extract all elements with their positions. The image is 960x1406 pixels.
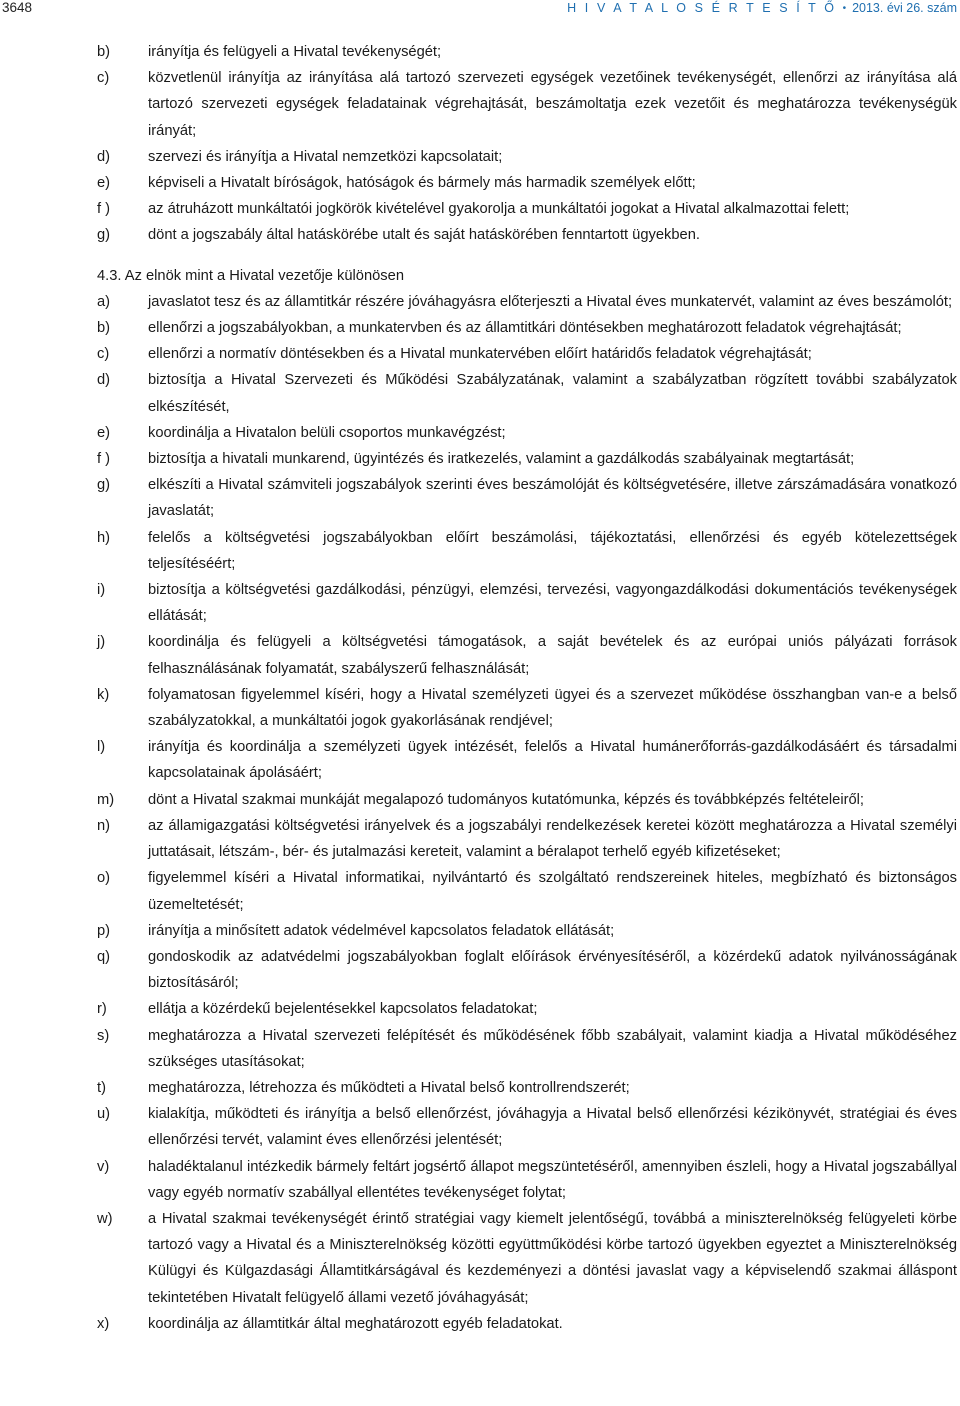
list-item-marker: t) [97, 1079, 106, 1096]
list-item-text: az államigazgatási költségvetési irányelvek és a jogszabályi rendelkezések keretei között meghatározza a Hivatal személyi juttatásait, létszám-, bér- és jutalmazási kereteit, valamint a béralapot terhelő egyéb kifizetéseket; [148, 817, 957, 861]
list-item-text: képviseli a Hivatalt bíróságok, hatóságok és bármely más harmadik személyek előtt; [148, 175, 696, 192]
list-item-marker: b) [97, 320, 111, 337]
list-item-marker: r) [97, 1001, 107, 1018]
section-title: 4.3. Az elnök mint a Hivatal vezetője különösen [97, 267, 404, 284]
list-item-marker: g) [97, 227, 111, 244]
list-item [0, 1075, 960, 1101]
list-item-text: irányítja a minősített adatok védelmével kapcsolatos feladatok ellátását; [148, 922, 615, 939]
list-item [0, 996, 960, 1022]
list-item [0, 525, 960, 577]
list-item-marker: o) [97, 870, 111, 887]
list-item-text: a Hivatal szakmai tevékenységét érintő stratégiai vagy kiemelt jelentőségű, továbbá a miniszterelnökség felügyeleti körbe tartozó vagy a Hivatal és a Miniszterelnökség közötti együttműködési körbe tartozó ügyekben egyeztet a Miniszterelnökség Külügyi és Külgazdasági Államtitkárságával és kezdeményezi a döntési javaslat vagy a képviselendő szakmai álláspont tekintetében Hivatalt felügyelő állami vezető jóváhagyását; [148, 1210, 957, 1306]
list-item [0, 1206, 960, 1311]
list-item-text: koordinálja az államtitkár által meghatározott egyéb feladatokat. [148, 1315, 563, 1332]
list-item [0, 39, 960, 65]
list-item [0, 1311, 960, 1337]
list-item-text: irányítja és koordinálja a személyzeti ügyek intézését, felelős a Hivatal humánerőforrás-gazdálkodásáért és társadalmi kapcsolatainak ápolásáért; [148, 739, 957, 782]
issue-number: 2013. évi 26. szám [852, 1, 957, 15]
list-item-marker: v) [97, 1158, 110, 1175]
list-item-marker: h) [97, 529, 111, 546]
list-item [0, 813, 960, 865]
list-item [0, 918, 960, 944]
list-item [0, 222, 960, 248]
document-body [0, 39, 960, 1337]
list-item-text: dönt a jogszabály által hatáskörébe utalt és saját hatáskörében fenntartott ügyekben. [148, 227, 700, 244]
list-item-text: dönt a Hivatal szakmai munkáját megalapozó tudományos kutatómunka, képzés és továbbképzés feltételeiről; [148, 791, 865, 808]
list-item-marker: f ) [97, 201, 111, 218]
list-item-text: biztosítja a Hivatal Szervezeti és Működési Szabályzatának, valamint a szabályzatban rögzített további szabályzatok elkészítését, [148, 372, 957, 415]
list-item-marker: c) [97, 70, 110, 87]
list-item-marker: f ) [97, 451, 111, 468]
president-duties-list [0, 289, 960, 1337]
list-item-marker: n) [97, 817, 111, 834]
list-item-text: biztosítja a költségvetési gazdálkodási, pénzügyi, elemzési, tervezési, vagyongazdálkodási dokumentációs tevékenységek ellátását; [148, 582, 957, 625]
list-item [0, 315, 960, 341]
list-item [0, 65, 960, 144]
list-item [0, 170, 960, 196]
list-item [0, 341, 960, 367]
list-item [0, 1023, 960, 1075]
list-item-marker: i) [97, 582, 106, 599]
list-item-text: biztosítja a hivatali munkarend, ügyintézés és iratkezelés, valamint a gazdálkodás szabályainak megtartását; [148, 451, 855, 468]
page-number: 3648 [2, 0, 33, 15]
list-item [0, 446, 960, 472]
list-item-marker: j) [97, 634, 106, 651]
list-item-marker: c) [97, 346, 110, 363]
list-item-marker: d) [97, 372, 111, 389]
list-item [0, 1101, 960, 1153]
list-item-text: felelős a költségvetési jogszabályokban előírt beszámolási, tájékoztatási, ellenőrzési és egyéb kötelezettségek teljesítéséért; [148, 529, 957, 572]
list-item-marker: a) [97, 293, 111, 310]
list-item-marker: m) [97, 791, 115, 808]
list-item [0, 865, 960, 917]
list-item-marker: p) [97, 922, 111, 939]
list-item-text: figyelemmel kíséri a Hivatal informatikai, nyilvántartó és szolgáltató rendszereinek hiteles, megbízható és biztonságos üzemeltetését; [148, 870, 957, 913]
journal-info [567, 0, 957, 18]
list-item-marker: u) [97, 1106, 111, 1123]
list-item-marker: s) [97, 1027, 110, 1044]
list-item-text: meghatározza a Hivatal szervezeti felépítését és működésének főbb szabályait, valamint kiadja a Hivatal működéséhez szükséges utasításokat; [148, 1027, 957, 1070]
list-item-marker: e) [97, 175, 111, 192]
list-item [0, 420, 960, 446]
list-item-text: javaslatot tesz és az államtitkár részére jóváhagyásra előterjeszti a Hivatal éves munkatervét, valamint az éves beszámolót; [148, 293, 953, 310]
list-item [0, 196, 960, 222]
list-item-text: elkészíti a Hivatal számviteli jogszabályok szerinti éves beszámolóját és költségvetésére, illetve zárszámadására vonatkozó javaslatát; [148, 477, 957, 520]
list-item [0, 682, 960, 734]
duties-list-continued [0, 39, 960, 249]
list-item [0, 944, 960, 996]
list-item-marker: k) [97, 686, 110, 703]
list-item-text: közvetlenül irányítja az irányítása alá tartozó szervezeti egységek vezetőinek tevékenységét, ellenőrzi az irányítása alá tartozó szervezeti egységek feladatainak végrehajtását, beszámoltatja ezek vezetőit és meghatározza tevékenységük irányát; [148, 70, 957, 139]
list-item-text: gondoskodik az adatvédelmi jogszabályokban foglalt előírások érvényesítéséről, a közérdekű adatok nyilvánosságának biztosításáról; [148, 948, 957, 992]
list-item-marker: q) [97, 948, 111, 965]
list-item [0, 787, 960, 813]
list-item-text: ellenőrzi a jogszabályokban, a munkatervben és az államtitkári döntésekben meghatározott feladatok végrehajtását; [148, 320, 902, 337]
list-item-marker: b) [97, 44, 111, 60]
page-header [0, 0, 960, 24]
list-item-marker: w) [97, 1210, 113, 1227]
list-item-text: ellátja a közérdekű bejelentésekkel kapcsolatos feladatokat; [148, 1001, 538, 1018]
list-item [0, 367, 960, 419]
list-item [0, 577, 960, 629]
list-item-text: ellenőrzi a normatív döntésekben és a Hivatal munkatervében előírt határidős feladatok végrehajtását; [148, 346, 812, 363]
list-item-text: koordinálja a Hivatalon belüli csoportos munkavégzést; [148, 424, 506, 441]
list-item [0, 734, 960, 786]
list-item [0, 629, 960, 681]
list-item-marker: g) [97, 477, 111, 494]
list-item-marker: l) [97, 739, 106, 756]
list-item-text: irányítja és felügyeli a Hivatal tevékenységét; [148, 44, 442, 60]
list-item-text: kialakítja, működteti és irányítja a belső ellenőrzést, jóváhagyja a Hivatal belső ellenőrzési kézikönyvét, stratégiai és éves ellenőrzési tervét, valamint éves ellenőrzési jelentését; [148, 1106, 957, 1149]
list-item-marker: e) [97, 424, 111, 441]
separator-dot: • [842, 3, 847, 14]
list-item-marker: x) [97, 1315, 110, 1332]
list-item-text: haladéktalanul intézkedik bármely feltárt jogsértő állapot megszüntetéséről, amennyiben észleli, hogy a Hivatal jogszabállyal vagy egyéb normatív szabállyal ellentétes tevékenységet folytat; [148, 1158, 957, 1201]
list-item-text: koordinálja és felügyeli a költségvetési támogatások, a saját bevételek és az európai uniós pályázati források felhasználásának folyamatát, szabályszerű felhasználását; [148, 634, 957, 677]
list-item [0, 289, 960, 315]
list-item-text: folyamatosan figyelemmel kíséri, hogy a Hivatal személyzeti ügyei és a szervezet működése összhangban van-e a belső szabályzatokkal, a munkáltatói jogok gyakorlásának rendjével; [148, 686, 957, 730]
list-item [0, 144, 960, 170]
journal-title: H I V A T A L O S É R T E S Í T Ő [567, 1, 837, 15]
list-item-text: meghatározza, létrehozza és működteti a Hivatal belső kontrollrendszerét; [148, 1079, 630, 1096]
list-item [0, 1154, 960, 1206]
list-item-marker: d) [97, 148, 111, 165]
list-item [0, 472, 960, 524]
list-item-text: szervezi és irányítja a Hivatal nemzetközi kapcsolatait; [148, 148, 503, 165]
list-item-text: az átruházott munkáltatói jogkörök kivételével gyakorolja a munkáltatói jogokat a Hivatal alkalmazottai felett; [148, 201, 850, 218]
